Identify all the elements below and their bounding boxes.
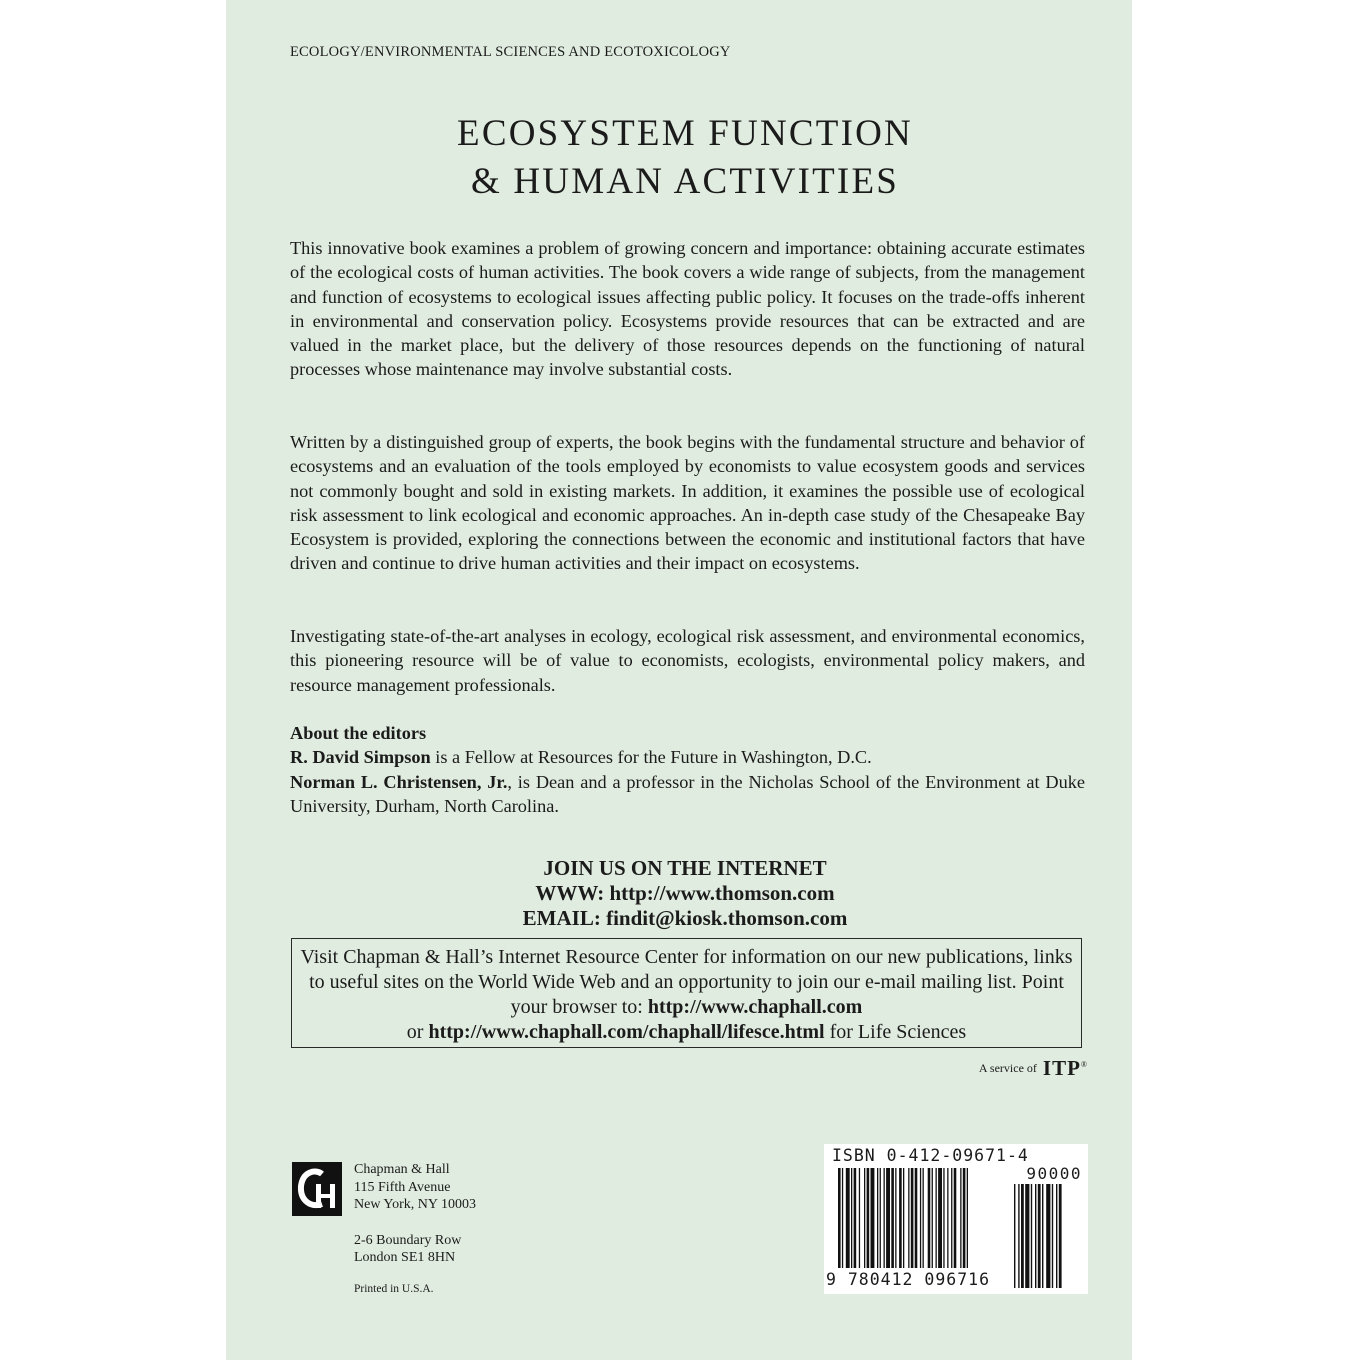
editor-2-bio: , is Dean and a professor in the Nicholas School of the Environment at Duke University, Durham, North Carolina. <box>290 771 1085 816</box>
description-paragraph-2: Written by a distinguished group of experts, the book begins with the fundamental structure and behavior of ecosystems and an evaluation of the tools employed by economists to value ecosystem goods and services not commonly bought and sold in existing markets. In addition, it examines the possible use of ecological risk assessment to link ecological and economic approaches. An in-depth case study of the Chesapeake Bay Ecosystem is provided, exploring the connections between the economic and institutional factors that have driven and continue to drive human activities and their impact on ecosystems. <box>290 432 1085 574</box>
ean-number: 9 780412 096716 <box>826 1270 991 1289</box>
infobox-text-1: Visit Chapman & Hall’s Internet Resource Center for information on our new publications, links to useful sites on the World Wide Web and an opportunity to join our e-mail mailing list. Point your browser to: <box>300 946 1073 1018</box>
editor-1-name: R. David Simpson <box>290 747 431 768</box>
publisher-name: Chapman & Hall <box>354 1162 450 1177</box>
printed-in: Printed in U.S.A. <box>354 1283 434 1295</box>
publisher-address-2: New York, NY 10003 <box>354 1197 476 1212</box>
editor-1 <box>290 745 1085 769</box>
internet-email: EMAIL: findit@kiosk.thomson.com <box>522 906 848 930</box>
internet-block <box>226 856 1144 931</box>
editor-1-bio: is a Fellow at Resources for the Future in Washington, D.C. <box>430 747 872 768</box>
registered-mark: ® <box>1080 1060 1088 1069</box>
description-paragraph-1: This innovative book examines a problem of growing concern and importance: obtaining accurate estimates of the ecological costs of human activities. The book covers a wide range of subjects, from the management and function of ecosystems to ecological issues affecting public policy. It focuses on the trade-offs inherent in environmental and conservation policy. Ecosystems provide resources that can be extracted and are valued in the market place, but the delivery of those resources depends on the functioning of natural processes whose maintenance may involve substantial costs. <box>290 238 1085 380</box>
isbn-number: ISBN 0-412-09671-4 <box>832 1146 1029 1165</box>
publisher-address-4: London SE1 8HN <box>354 1250 456 1265</box>
editors-heading: About the editors <box>290 723 427 743</box>
infobox-text-3: for Life Sciences <box>824 1021 967 1043</box>
title-line-2: & HUMAN ACTIVITIES <box>470 161 900 202</box>
internet-heading: JOIN US ON THE INTERNET <box>543 856 827 880</box>
service-of <box>979 1056 1088 1081</box>
publisher-address <box>354 1161 476 1267</box>
price-code: 90000 <box>1026 1164 1082 1183</box>
isbn-barcode <box>824 1144 1088 1294</box>
itp-logo <box>1043 1056 1088 1081</box>
infobox-url-2: http://www.chaphall.com/chaphall/lifesce.html <box>428 1021 825 1043</box>
series-label: ECOLOGY/ENVIRONMENTAL SCIENCES AND ECOTOXICOLOGY <box>290 44 731 60</box>
title-line-1: ECOSYSTEM FUNCTION <box>457 113 913 154</box>
publisher-address-3: 2-6 Boundary Row <box>354 1232 462 1248</box>
about-editors <box>290 721 1085 818</box>
infobox-url-1: http://www.chaphall.com <box>647 996 863 1018</box>
description-paragraph-3: Investigating state-of-the-art analyses in ecology, ecological risk assessment, and environmental economics, this pioneering resource will be of value to economists, ecologists, environmental policy makers, and resource management professionals. <box>290 626 1085 695</box>
publisher-address-1: 115 Fifth Avenue <box>354 1179 451 1195</box>
book-title <box>226 110 1144 206</box>
internet-www: WWW: http://www.thomson.com <box>535 881 835 905</box>
itp-logo-text: ITP <box>1042 1056 1081 1080</box>
resource-center-box <box>291 938 1082 1048</box>
chapman-hall-logo-icon <box>292 1162 342 1216</box>
back-cover <box>226 0 1132 1360</box>
editor-2 <box>290 770 1085 819</box>
editor-2-name: Norman L. Christensen, Jr. <box>290 771 508 792</box>
service-label: A service of <box>978 1061 1037 1075</box>
infobox-text-2: or <box>406 1021 429 1043</box>
